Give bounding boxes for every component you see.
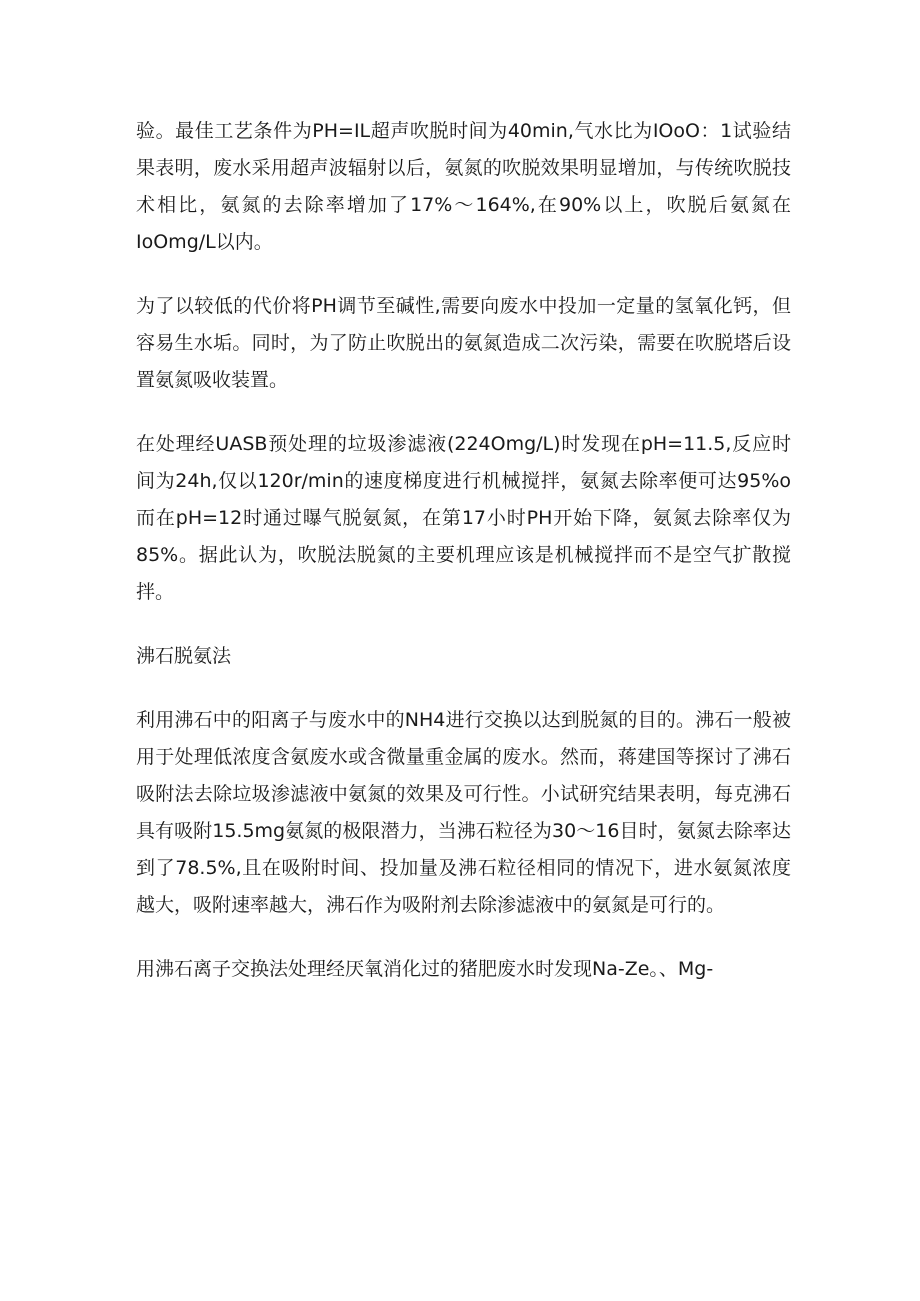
section-heading-zeolite: 沸石脱氨法 (136, 645, 232, 667)
paragraph-zeolite-exchange: 利用沸石中的阳离子与废水中的NH4进行交换以达到脱氮的目的。沸石一般被用于处理低浓度含氨废水或含微量重金属的废水。然而，蒋建国等探讨了沸石吸附法去除垃圾渗滤液中氨氮的效果及可行性。小试研究结果表明，每克沸石具有吸附15.5mg氨氮的极限潜力，当沸石粒径为30～16目时，氨氮去除率达到了78.5%,且在吸附时间、投加量及沸石粒径相同的情况下，进水氨氮浓度越大，吸附速率越大，沸石作为吸附剂去除渗滤液中的氨氮是可行的。 (136, 709, 791, 916)
paragraph-ph-adjustment: 为了以较低的代价将PH调节至碱性,需要向废水中投加一定量的氢氧化钙，但容易生水垢。同时，为了防止吹脱出的氨氮造成二次污染，需要在吹脱塔后设置氨氮吸收装置。 (136, 295, 791, 391)
paragraph-ultrasonic-stripping: 验。最佳工艺条件为PH=IL超声吹脱时间为40min,气水比为IOoO：1试验结果表明，废水采用超声波辐射以后，氨氮的吹脱效果明显增加，与传统吹脱技术相比，氨氮的去除率增加了17%～164%,在90%以上，吹脱后氨氮在IoOmg/L以内。 (136, 120, 791, 253)
paragraph-zeolite-pig-manure: 用沸石离子交换法处理经厌氧消化过的猪肥废水时发现Na-Ze。、Mg- (136, 958, 714, 980)
paragraph-uasb-treatment: 在处理经UASB预处理的垃圾渗滤液(224Omg/L)时发现在pH=11.5,反应时间为24h,仅以120r/min的速度梯度进行机械搅拌，氨氮去除率便可达95%o而在pH=12时通过曝气脱氨氮，在第17小时PH开始下降，氨氮去除率仅为85%。据此认为，吹脱法脱氮的主要机理应该是机械搅拌而不是空气扩散搅拌。 (136, 433, 791, 603)
document-body (136, 113, 791, 1015)
